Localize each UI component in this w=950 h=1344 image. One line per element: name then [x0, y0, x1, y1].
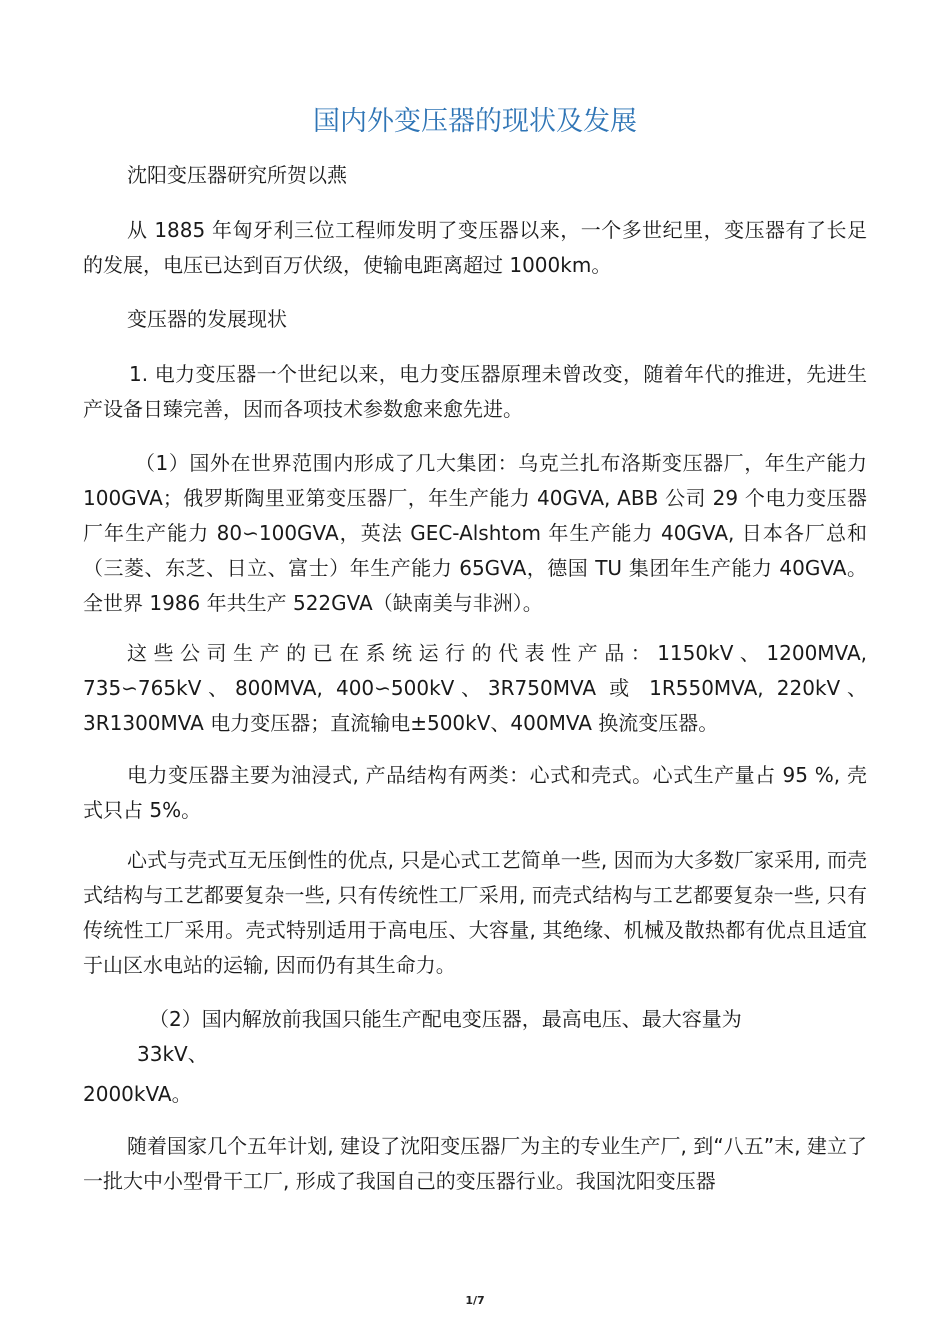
paragraph-oil-type: 电力变压器主要为油浸式, 产品结构有两类：心式和壳式。心式生产量占 95 %, 壳式只占 5%。 — [83, 763, 867, 822]
section-heading: 变压器的发展现状 — [127, 307, 287, 331]
document-title: 国内外变压器的现状及发展 — [313, 106, 637, 137]
paragraph-1-1: （1）国外在世界范围内形成了几大集团：乌克兰扎布洛斯变压器厂，年生产能力 100GVA；俄罗斯陶里亚第变压器厂，年生产能力 40GVA, ABB 公司 29 个电力变压器厂年生产能力 80∽100GVA，英法 GEC-Alshtom 年生产能力 40GVA, 日本各厂总和（三菱、东芝、日立、富士）年生产能力 65GVA，德国 TU 集团年生产能力 40GVA。全世界 1986 年共生产 522GVA（缺南美与非洲）。 — [83, 451, 867, 615]
paragraph-1-2-capacity: 2000kVA。 — [83, 1082, 192, 1106]
paragraph-five-year-plans: 随着国家几个五年计划, 建设了沈阳变压器厂为主的专业生产厂, 到“八五”末, 建立了一批大中小型骨干工厂, 形成了我国自己的变压器行业。我国沈阳变压器 — [83, 1134, 867, 1193]
paragraph-1-2: （2）国内解放前我国只能生产配电变压器，最高电压、最大容量为 — [149, 1007, 742, 1031]
paragraph-1: 1. 电力变压器一个世纪以来，电力变压器原理未曾改变，随着年代的推进，先进生产设备日臻完善，因而各项技术参数愈来愈先进。 — [83, 362, 867, 421]
paragraph-intro: 从 1885 年匈牙利三位工程师发明了变压器以来，一个多世纪里，变压器有了长足的发展，电压已达到百万伏级，使输电距离超过 1000km。 — [83, 218, 867, 277]
author-line: 沈阳变压器研究所贺以燕 — [127, 163, 347, 187]
paragraph-core-shell: 心式与壳式互无压倒性的优点, 只是心式工艺简单一些, 因而为大多数厂家采用, 而壳式结构与工艺都要复杂一些, 只有传统性工厂采用, 而壳式结构与工艺都要复杂一些, 只有传统性工厂采用。壳式特别适用于高电压、大容量, 其绝缘、机械及散热都有优点且适宜于山区水电站的运输, 因而仍有其生命力。 — [83, 848, 867, 977]
page-number: 1/7 — [465, 1294, 485, 1307]
paragraph-1-2-voltage: 33kV、 — [137, 1042, 208, 1066]
paragraph-products: 这些公司生产的已在系统运行的代表性产品：1150kV、1200MVA, 735∽765kV、800MVA, 400∽500kV、3R750MVA 或 1R550MVA, 220kV、3R1300MVA 电力变压器；直流输电±500kV、400MVA 换流变压器。 — [83, 641, 867, 735]
